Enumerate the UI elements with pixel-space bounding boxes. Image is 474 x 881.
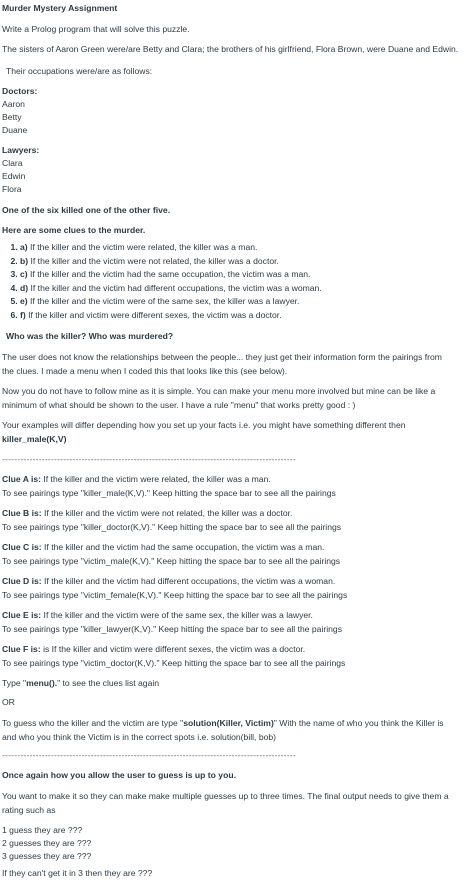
menu-hint-line: To see pairings type "killer_male(K,V)." Keep hitting the space bar to see all the pairings (2, 488, 336, 498)
once-again-heading: Once again how you allow the user to guess is up to you. (2, 770, 236, 780)
clue-label: Clue F is: (2, 644, 41, 654)
list-item (20, 269, 472, 283)
or-text: OR (2, 697, 15, 707)
clue-letter: f) (20, 309, 26, 320)
guess-line (2, 718, 472, 729)
menu-again-prefix: Type " (2, 678, 27, 688)
clue-text: If the killer and the victim had different occupations, the victim was a woman. (30, 282, 322, 293)
clue-text: If the killer and the victim had different occupations, the victim was a woman. (41, 576, 336, 586)
sisters-text: The sisters of Aaron Green were/are Betty and Clara; the brothers of his girlfriend, Flora Brown, were Duane and Edwin. (2, 44, 459, 54)
menu-again-line (2, 678, 472, 689)
clue-label: Clue B is: (2, 508, 42, 518)
rating-line: 1 guess they are ??? (2, 825, 83, 835)
clue-text: If the killer and the victim were not related, the killer was a doctor. (30, 255, 279, 266)
menu-clue-line (2, 610, 472, 621)
doctor-name: Duane (2, 125, 28, 135)
clue-label: Clue A is: (2, 474, 41, 484)
question-heading: Who was the killer? Who was murdered? (6, 331, 174, 341)
paragraph-line: minimum of what should be shown to the user. I have a rule "menu" that works pretty good : ) (2, 400, 356, 410)
list-item (20, 242, 472, 256)
clue-text: If the killer and the victim were related, the killer was a man. (41, 474, 271, 484)
clue-text: If the killer and the victim were of the same sex, the killer was a lawyer. (30, 296, 300, 306)
occupations-text: Their occupations were/are as follows: (6, 66, 153, 76)
menu-clue-line (2, 474, 472, 485)
clue-text: If the killer and the victim were not related, the killer was a doctor. (41, 508, 293, 518)
separator-line: ------------------------------------------------------------------------------------------------ (2, 750, 296, 760)
final-line: If they can't get it in 3 then they are ??? (2, 868, 153, 878)
lawyer-name: Flora (2, 184, 22, 194)
list-item (20, 296, 472, 310)
clue-label: Clue C is: (2, 542, 42, 552)
page-title: Murder Mystery Assignment (2, 3, 118, 13)
doctor-name: Aaron (2, 99, 25, 109)
guess-line-2: and who you think the Victim is in the correct spots i.e. solution(bill, bob) (2, 732, 277, 742)
menu-clue-line (2, 576, 472, 587)
clue-label: Clue D is: (2, 576, 42, 586)
menu-hint-line: To see pairings type "victim_male(K,V)." Keep hitting the space bar to see all the pairings (2, 556, 341, 566)
guess-prefix: To guess who the killer and the victim are type " (2, 718, 184, 728)
menu-hint-line: To see pairings type "killer_lawyer(K,V)." Keep hitting the space bar to see all the pairings (2, 624, 343, 634)
menu-hint-line: To see pairings type "victim_female(K,V)." Keep hitting the space bar to see all the pairings (2, 590, 348, 600)
menu-again-suffix: " to see the clues list again (57, 678, 160, 688)
doctors-heading: Doctors: (2, 86, 38, 96)
separator-line: ------------------------------------------------------------------------------------------------ (2, 454, 296, 464)
menu-clue-line (2, 508, 472, 519)
menu-command: menu(). (26, 678, 58, 688)
paragraph-line: You want to make it so they can make make multiple guesses up to three times. The final output needs to give them a (2, 791, 449, 801)
menu-hint-line: To see pairings type "killer_doctor(K,V)." Keep hitting the space bar to see all the pairings (2, 522, 342, 532)
rating-line: 2 guesses they are ??? (2, 838, 92, 848)
clues-heading: Here are some clues to the murder. (2, 225, 146, 235)
paragraph-line: rating such as (2, 805, 56, 815)
solution-command: solution(Killer, Victim) (183, 718, 274, 728)
clue-label: Clue E is: (2, 610, 42, 620)
menu-clue-line (2, 542, 472, 553)
rating-line: 3 guesses they are ??? (2, 851, 92, 861)
clue-text: If the killer and the victim were of the same sex, the killer was a lawyer. (41, 610, 313, 620)
clue-list (2, 242, 472, 323)
clue-letter: c) (20, 269, 28, 279)
paragraph-line: The user does not know the relationships between the people... they just get their information form the pairings from (2, 352, 442, 362)
paragraph-line: Your examples will differ depending how you set up your facts i.e. you might have something different then (2, 420, 406, 430)
clue-letter: e) (20, 296, 28, 306)
clue-text: If the killer and the victim had the same occupation, the victim was a man. (41, 542, 325, 552)
intro-text: Write a Prolog program that will solve this puzzle. (2, 24, 190, 34)
clue-letter: a) (20, 242, 28, 252)
clue-text: If the killer and the victim had the same occupation, the victim was a man. (30, 269, 311, 279)
list-item (20, 283, 472, 297)
clue-text: is If the killer and victim were different sexes, the victim was a doctor. (40, 644, 306, 654)
lawyer-name: Clara (2, 158, 23, 168)
killed-statement: One of the six killed one of the other five. (2, 205, 171, 215)
code-example: killer_male(K,V) (2, 434, 67, 444)
menu-clue-line (2, 644, 472, 655)
doctor-name: Betty (2, 112, 22, 122)
lawyer-name: Edwin (2, 171, 26, 181)
clue-letter: d) (20, 282, 29, 293)
list-item (20, 310, 472, 324)
list-item (20, 256, 472, 270)
clue-letter: b) (20, 255, 29, 266)
paragraph-line: the clues. I made a menu when I coded this that looks like this (see below). (2, 366, 288, 376)
paragraph-line: Now you do not have to follow mine as it is simple. You can make your menu more involved but mine can be like a (2, 386, 436, 396)
guess-suffix: " With the name of who you think the Killer is (273, 718, 444, 728)
menu-hint-line: To see pairings type "victim_doctor(K,V)." Keep hitting the space bar to see all the pairings (2, 658, 346, 668)
lawyers-heading: Lawyers: (2, 145, 40, 155)
clue-text: If the killer and victim were different sexes, the victim was a doctor. (28, 309, 282, 320)
clue-text: If the killer and the victim were related, the killer was a man. (30, 242, 258, 252)
